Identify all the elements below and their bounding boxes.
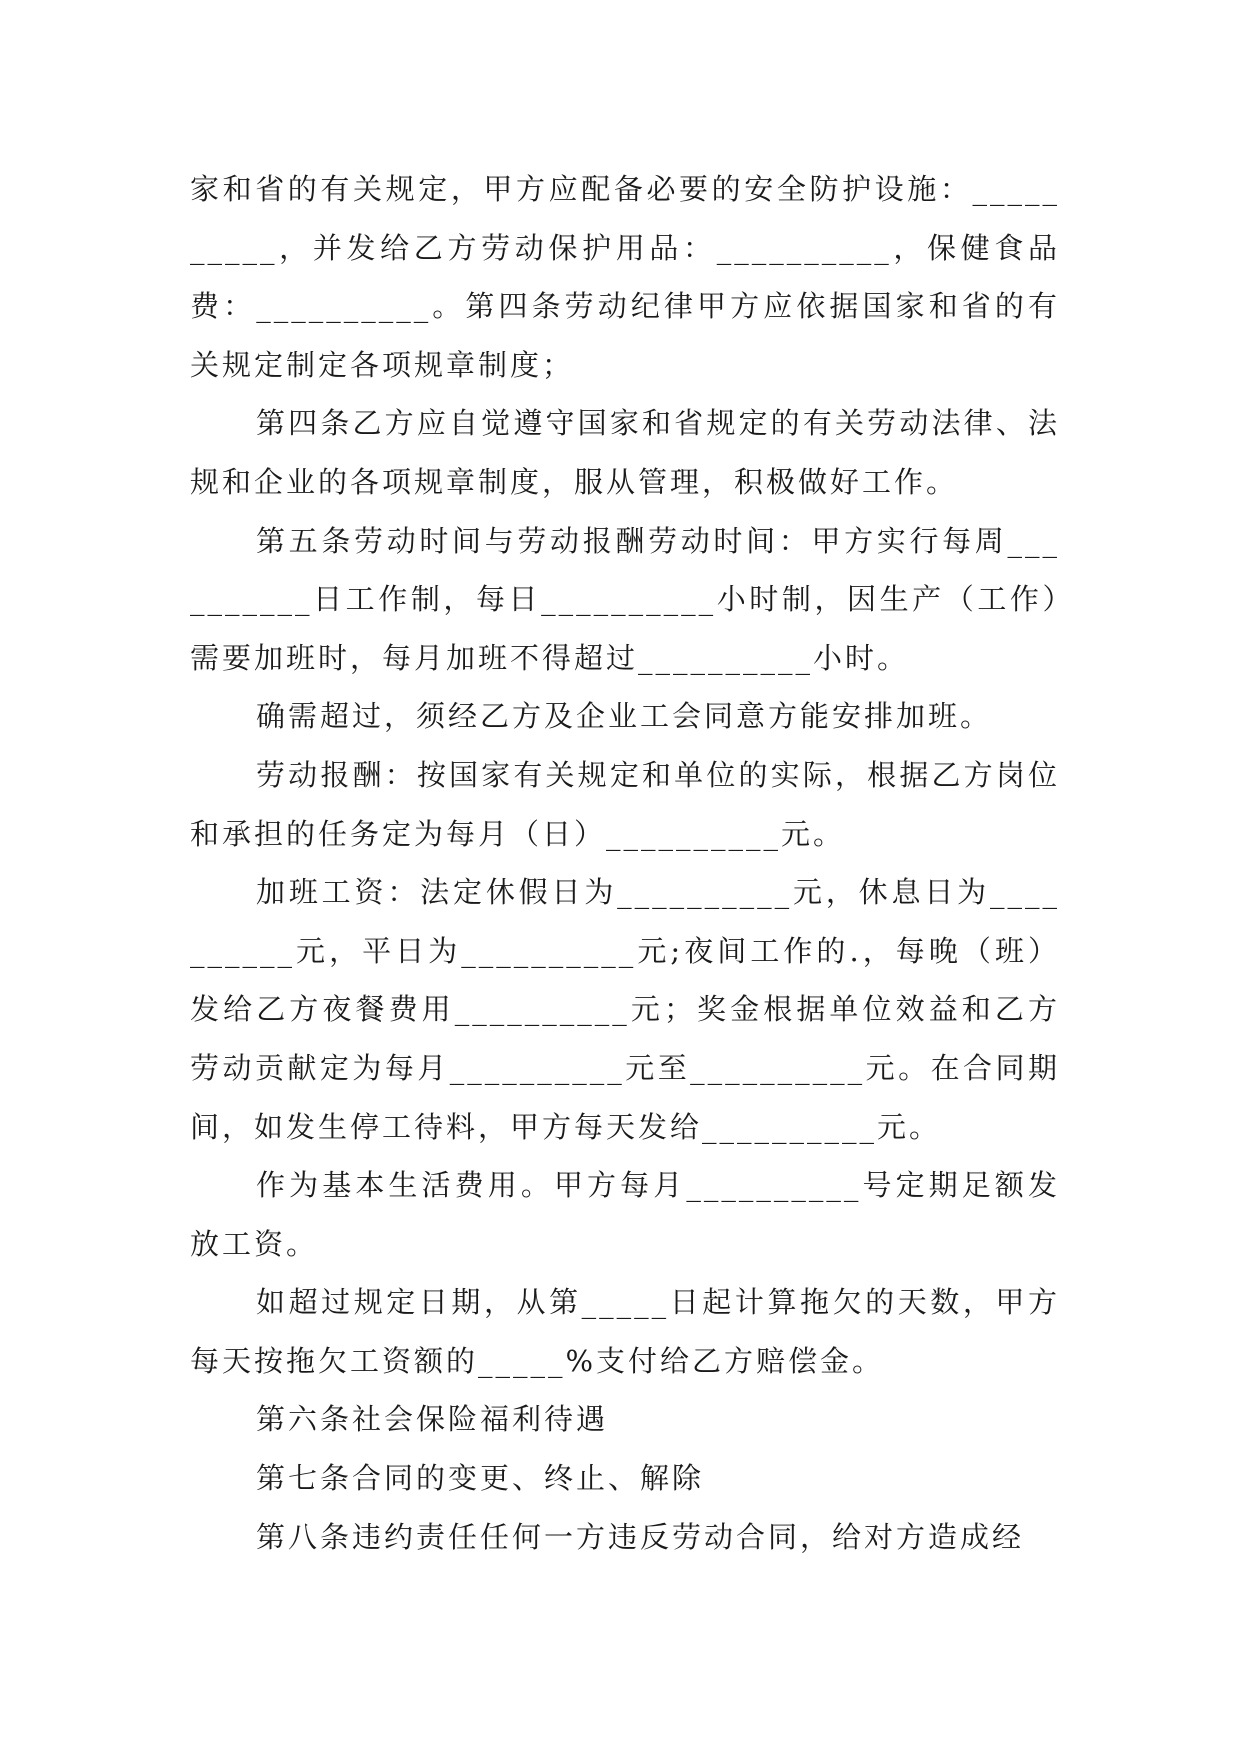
paragraph-living-expenses: 作为基本生活费用。甲方每月__________号定期足额发放工资。 [190, 1168, 1060, 1261]
paragraph-article-6-social-insurance: 第六条社会保险福利待遇 [256, 1402, 609, 1437]
paragraph-article-8-liability: 第八条违约责任任何一方违反劳动合同，给对方造成经 [256, 1519, 1025, 1554]
paragraph-remuneration: 劳动报酬：按国家有关规定和单位的实际，根据乙方岗位和承担的任务定为每月（日）__________元。 [190, 757, 1060, 851]
paragraph-safety-provisions: 家和省的有关规定，甲方应配备必要的安全防护设施：__________，并发给乙方劳动保护用品：__________，保健食品费：__________。第四条劳动纪律甲方应依据国家和省的有关规定制定各项规章制度； [190, 172, 1060, 382]
paragraph-article-4-discipline: 第四条乙方应自觉遵守国家和省规定的有关劳动法律、法规和企业的各项规章制度，服从管理，积极做好工作。 [190, 406, 1060, 499]
document-body [190, 160, 1060, 1566]
paragraph-overtime-approval: 确需超过，须经乙方及企业工会同意方能安排加班。 [256, 699, 993, 734]
paragraph-article-5-working-hours: 第五条劳动时间与劳动报酬劳动时间：甲方实行每周__________日工作制，每日__________小时制，因生产（工作）需要加班时，每月加班不得超过__________小时。 [190, 523, 1060, 675]
paragraph-article-7-contract-changes: 第七条合同的变更、终止、解除 [256, 1461, 705, 1496]
paragraph-overtime-pay: 加班工资：法定休假日为__________元，休息日为__________元，平日为__________元;夜间工作的.，每晚（班）发给乙方夜餐费用__________元；奖金根据单位效益和乙方劳动贡献定为每月__________元至__________元。在合同期间，如发生停工待料，甲方每天发给__________元。 [190, 875, 1060, 1144]
paragraph-late-payment: 如超过规定日期，从第_____日起计算拖欠的天数，甲方每天按拖欠工资额的_____%支付给乙方赔偿金。 [190, 1285, 1060, 1378]
